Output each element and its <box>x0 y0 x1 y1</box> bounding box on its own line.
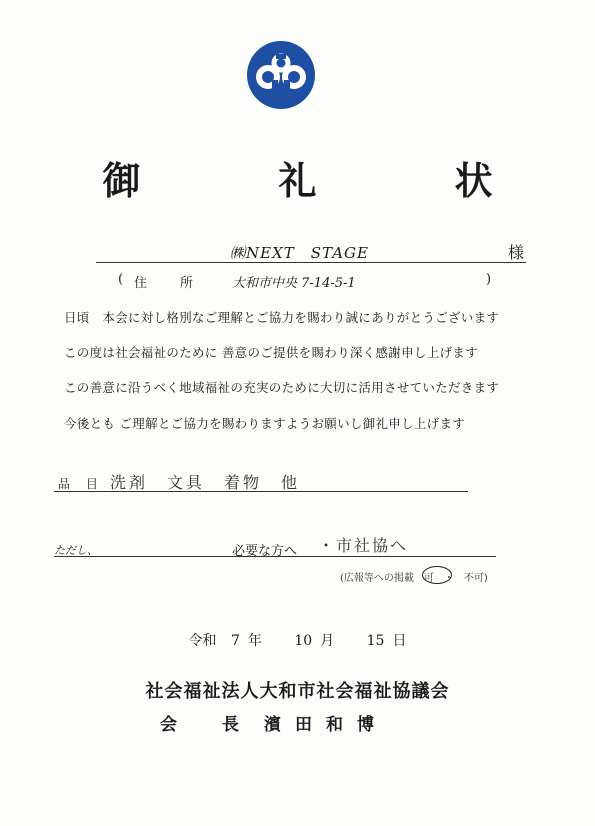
publicity-text: (広報等への掲載 可 ・ 不可) <box>340 573 488 584</box>
date-day: 15 <box>366 633 385 649</box>
note-underline <box>54 556 496 557</box>
note-printed: 必要な方へ <box>232 544 298 559</box>
address-close-paren: ) <box>486 272 492 287</box>
address-value: 大和市中央 7-14-5-1 <box>232 276 356 291</box>
item-underline <box>54 491 468 492</box>
date-year-unit: 年 <box>247 633 262 649</box>
recipient-honorific: 様 <box>508 243 525 262</box>
municipal-emblem-icon <box>246 40 316 110</box>
body-line: この善意に沿うべく地域福祉の充実のために大切に活用させていただきます <box>64 380 500 395</box>
note-label: ただし、 <box>54 544 98 557</box>
note-handwritten: ・市社協へ <box>318 536 409 555</box>
body-line: 日頃 本会に対し格別なご理解とご協力を賜わり誠にありがとうございます <box>64 310 500 325</box>
date-day-unit: 日 <box>392 633 407 649</box>
date-month-unit: 月 <box>320 633 335 649</box>
date-month: 10 <box>294 633 313 649</box>
publicity-permission <box>340 569 488 584</box>
address-label: 住 所 <box>134 276 204 291</box>
item-value: 洗剤 文具 着物 他 <box>110 473 301 492</box>
date-year: 7 <box>230 633 240 649</box>
date-era: 令和 <box>188 633 217 649</box>
issuer-name: 濱田和博 <box>264 715 388 735</box>
recipient-underline <box>96 262 526 263</box>
address-open-paren: ( <box>118 272 124 287</box>
page-title: 御 礼 状 <box>102 158 543 203</box>
issue-date <box>0 630 595 650</box>
body-line: この度は社会福祉のために 善意のご提供を賜わり深く感謝申し上げます <box>64 345 478 360</box>
body-line: 今後とも ご理解とご協力を賜わりますようお願いし御礼申し上げます <box>64 416 466 431</box>
recipient-name: ㈱NEXT STAGE <box>230 244 369 262</box>
circle-mark-icon <box>422 566 452 584</box>
issuer-title: 会 長 <box>160 715 253 735</box>
item-label: 品 目 <box>58 477 104 491</box>
issuer-organization: 社会福祉法人大和市社会福祉協議会 <box>145 681 450 702</box>
